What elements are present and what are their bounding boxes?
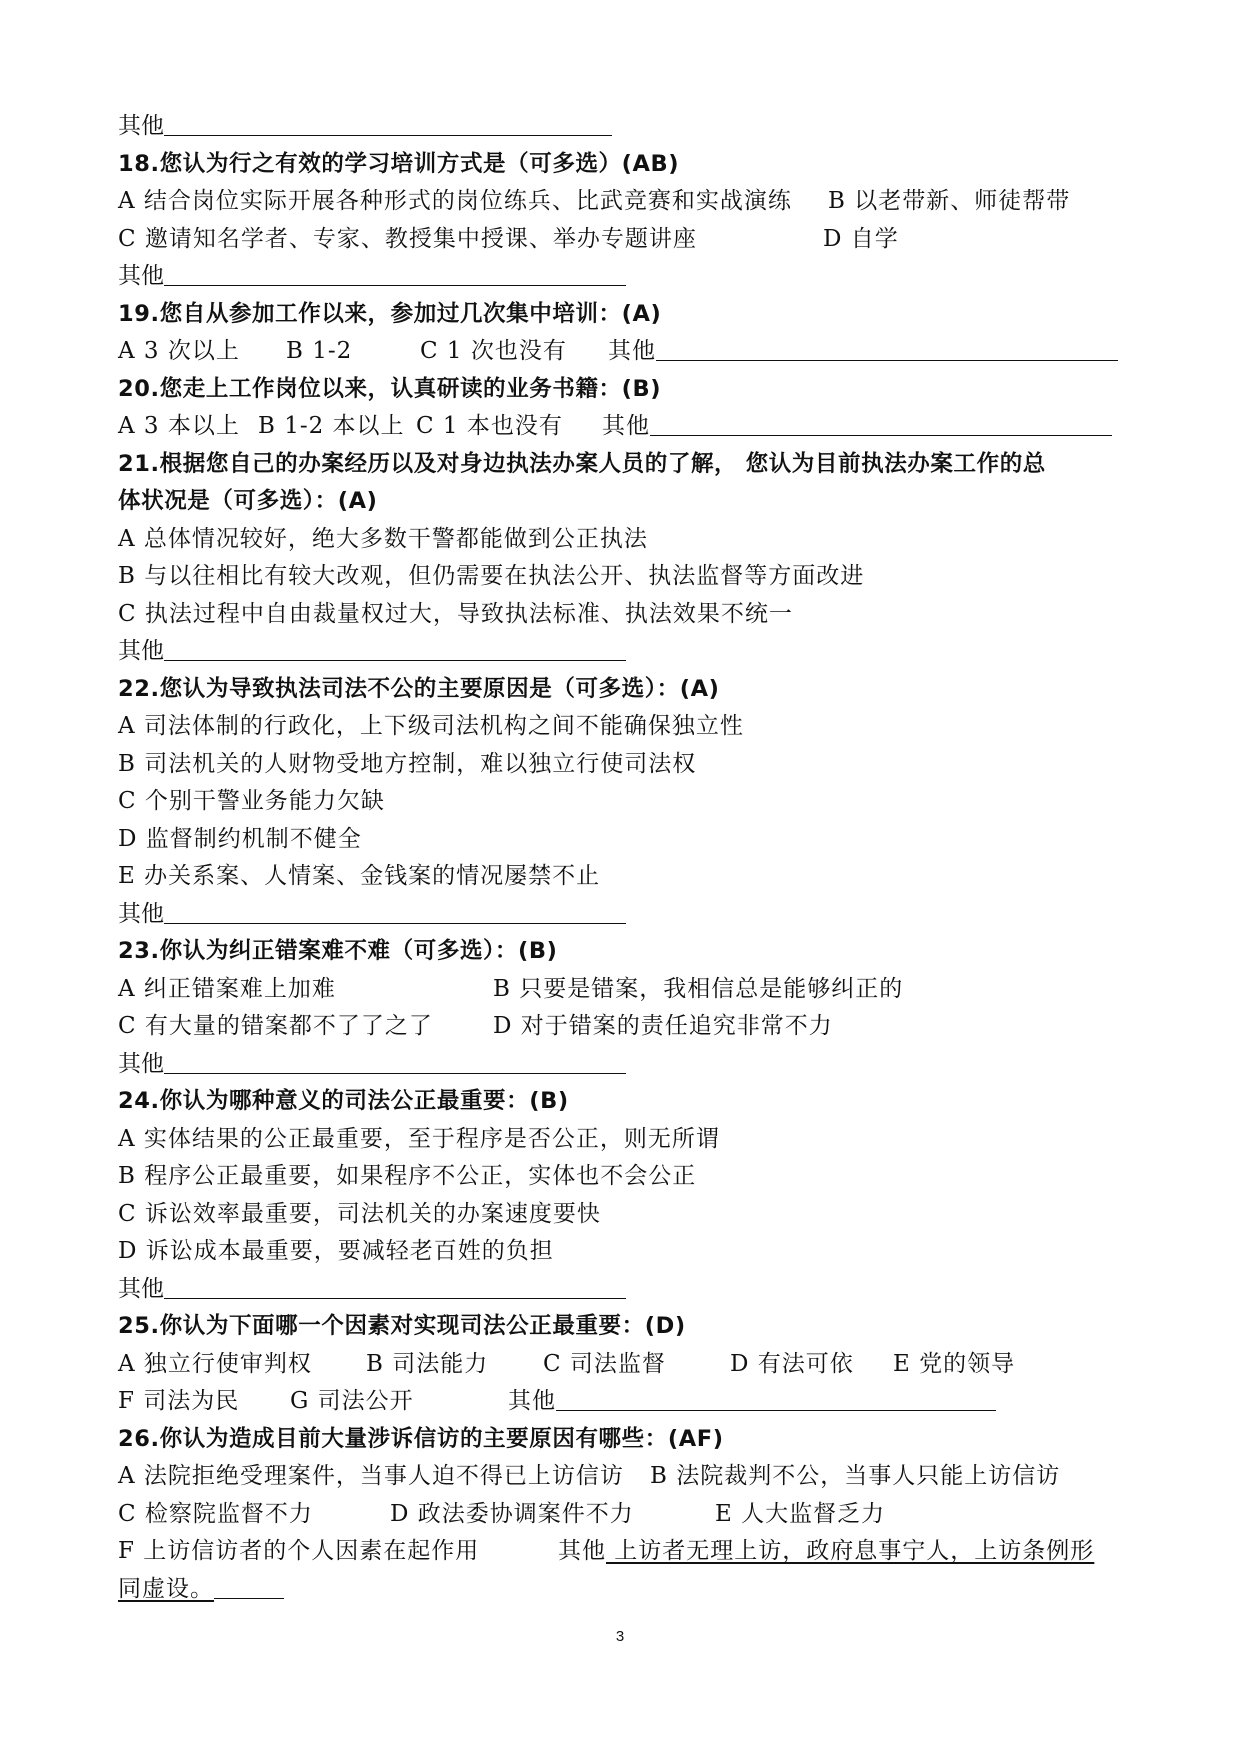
- q22-option-e[interactable]: E 办关系案、人情案、金钱案的情况屡禁不止: [118, 863, 601, 889]
- q26-option-b[interactable]: B 法院裁判不公，当事人只能上访信访: [650, 1463, 1061, 1489]
- q26-other-answer-blank[interactable]: [214, 1571, 284, 1599]
- q21-other-blank[interactable]: [164, 633, 626, 661]
- q22-other-label: 其他: [118, 900, 164, 927]
- q18-options-row-2: [118, 221, 1128, 259]
- q25-options-row-2: [118, 1383, 1128, 1421]
- q20-title: 20.您走上工作岗位以来，认真研读的业务书籍：(B): [118, 375, 662, 402]
- q26-option-a[interactable]: A 法院拒绝受理案件，当事人迫不得已上访信访: [118, 1463, 624, 1489]
- q25-other-blank[interactable]: [556, 1383, 996, 1411]
- q18-other-blank[interactable]: [164, 258, 626, 286]
- q21-option-c[interactable]: C 执法过程中自由裁量权过大，导致执法标准、执法效果不统一: [118, 600, 793, 627]
- q26-options-row-2: [118, 1496, 1128, 1534]
- q24-other-blank[interactable]: [164, 1271, 626, 1299]
- q22-option-b[interactable]: B 司法机关的人财物受地方控制，难以独立行使司法权: [118, 750, 697, 777]
- q26-option-d[interactable]: D 政法委协调案件不力: [390, 1500, 634, 1527]
- q26-option-f[interactable]: F 上访信访者的个人因素在起作用: [118, 1538, 480, 1564]
- q20-option-a[interactable]: A 3 本以上: [118, 413, 240, 439]
- q25-options-row-1: [118, 1346, 1128, 1384]
- q26-other-answer-row-2: [118, 1571, 1128, 1609]
- q24-option-c[interactable]: C 诉讼效率最重要，司法机关的办案速度要快: [118, 1200, 601, 1227]
- q25-option-e[interactable]: E 党的领导: [893, 1350, 1016, 1377]
- q18-option-d[interactable]: D 自学: [823, 225, 899, 252]
- q23-option-a[interactable]: A 纠正错案难上加难: [118, 975, 336, 1002]
- q24-other-label: 其他: [118, 1275, 164, 1302]
- q22-option-c[interactable]: C 个别干警业务能力欠缺: [118, 788, 385, 814]
- q18-option-b[interactable]: B 以老带新、师徒帮带: [828, 188, 1071, 214]
- q21-other-line: [118, 633, 1128, 671]
- q26-other: [558, 1533, 1094, 1571]
- q22-option-a[interactable]: A 司法体制的行政化，上下级司法机构之间不能确保独立性: [118, 713, 744, 739]
- q25-other: [508, 1383, 996, 1421]
- q24-option-b[interactable]: B 程序公正最重要，如果程序不公正，实体也不会公正: [118, 1163, 697, 1189]
- questionnaire-page: [118, 108, 1128, 1608]
- q25-option-d[interactable]: D 有法可依: [730, 1350, 854, 1377]
- q19-other: [608, 333, 1118, 371]
- q25-option-c[interactable]: C 司法监督: [543, 1350, 666, 1377]
- q25-option-g[interactable]: G 司法公开: [290, 1388, 414, 1414]
- q25-option-a[interactable]: A 独立行使审判权: [118, 1350, 312, 1377]
- q17-other-line: [118, 108, 1128, 146]
- q23-options-row-2: [118, 1008, 1128, 1046]
- q21-option-a[interactable]: A 总体情况较好，绝大多数干警都能做到公正执法: [118, 525, 648, 552]
- q21-title-line-1: 21.根据您自己的办案经历以及对身边执法办案人员的了解， 您认为目前执法办案工作的总: [118, 450, 1046, 477]
- q23-other-line: [118, 1046, 1128, 1084]
- q21-title-line-2: 体状况是（可多选）：(A): [118, 488, 378, 514]
- q19-options-row: [118, 333, 1128, 371]
- q20-options-row: [118, 408, 1128, 446]
- q26-options-row-3: [118, 1533, 1128, 1571]
- q26-other-label: 其他: [558, 1538, 606, 1564]
- page-number: 3: [615, 1628, 625, 1645]
- q19-option-b[interactable]: B 1-2: [286, 338, 353, 364]
- q22-other-line: [118, 896, 1128, 934]
- q22-option-d[interactable]: D 监督制约机制不健全: [118, 825, 362, 852]
- q19-other-label: 其他: [608, 338, 656, 364]
- q19-title: 19.您自从参加工作以来，参加过几次集中培训：(A): [118, 300, 662, 327]
- q23-other-blank[interactable]: [164, 1046, 626, 1074]
- q24-other-line: [118, 1271, 1128, 1309]
- q18-options-row-1: [118, 183, 1128, 221]
- q24-title: 24.你认为哪种意义的司法公正最重要：(B): [118, 1088, 569, 1114]
- q26-option-c[interactable]: C 检察院监督不力: [118, 1500, 313, 1527]
- q20-option-c[interactable]: C 1 本也没有: [416, 413, 563, 439]
- q19-option-a[interactable]: A 3 次以上: [118, 338, 240, 364]
- q18-option-a[interactable]: A 结合岗位实际开展各种形式的岗位练兵、比武竞赛和实战演练: [118, 188, 792, 214]
- q21-option-b[interactable]: B 与以往相比有较大改观，但仍需要在执法公开、执法监督等方面改进: [118, 563, 865, 589]
- q19-other-blank[interactable]: [656, 333, 1118, 361]
- q25-title: 25.你认为下面哪一个因素对实现司法公正最重要：(D): [118, 1313, 686, 1339]
- q24-option-d[interactable]: D 诉讼成本最重要，要减轻老百姓的负担: [118, 1238, 554, 1264]
- q26-other-answer-line-1[interactable]: 上访者无理上访，政府息事宁人，上访条例形: [606, 1538, 1095, 1564]
- q25-option-f[interactable]: F 司法为民: [118, 1388, 240, 1414]
- q22-title: 22.您认为导致执法司法不公的主要原因是（可多选）：(A): [118, 675, 720, 702]
- q23-option-b[interactable]: B 只要是错案，我相信总是能够纠正的: [493, 975, 904, 1002]
- q23-title: 23.你认为纠正错案难不难（可多选）：(B): [118, 938, 558, 964]
- q23-other-label: 其他: [118, 1050, 164, 1077]
- q21-other-label: 其他: [118, 638, 164, 664]
- q18-option-c[interactable]: C 邀请知名学者、专家、教授集中授课、举办专题讲座: [118, 225, 697, 252]
- q26-other-answer-line-2[interactable]: 同虚设。: [118, 1575, 214, 1602]
- q18-other-line: [118, 258, 1128, 296]
- q20-option-b[interactable]: B 1-2 本以上: [258, 413, 405, 439]
- q26-option-e[interactable]: E 人大监督乏力: [715, 1500, 886, 1527]
- q20-other: [602, 408, 1112, 446]
- q17-other-label: 其他: [118, 113, 164, 139]
- q20-other-blank[interactable]: [650, 408, 1112, 436]
- q18-other-label: 其他: [118, 263, 164, 289]
- q23-option-c[interactable]: C 有大量的错案都不了了之了: [118, 1013, 433, 1039]
- q19-option-c[interactable]: C 1 次也没有: [420, 338, 567, 364]
- q23-options-row-1: [118, 971, 1128, 1009]
- q20-other-label: 其他: [602, 413, 650, 439]
- q26-title: 26.你认为造成目前大量涉诉信访的主要原因有哪些：(AF): [118, 1425, 724, 1452]
- q26-options-row-1: [118, 1458, 1128, 1496]
- q22-other-blank[interactable]: [164, 896, 626, 924]
- q23-option-d[interactable]: D 对于错案的责任追究非常不力: [493, 1013, 833, 1039]
- q25-option-b[interactable]: B 司法能力: [366, 1350, 489, 1377]
- q25-other-label: 其他: [508, 1388, 556, 1414]
- q17-other-blank[interactable]: [164, 108, 612, 136]
- q18-title: 18.您认为行之有效的学习培训方式是（可多选）(AB): [118, 150, 680, 177]
- q24-option-a[interactable]: A 实体结果的公正最重要，至于程序是否公正，则无所谓: [118, 1125, 720, 1152]
